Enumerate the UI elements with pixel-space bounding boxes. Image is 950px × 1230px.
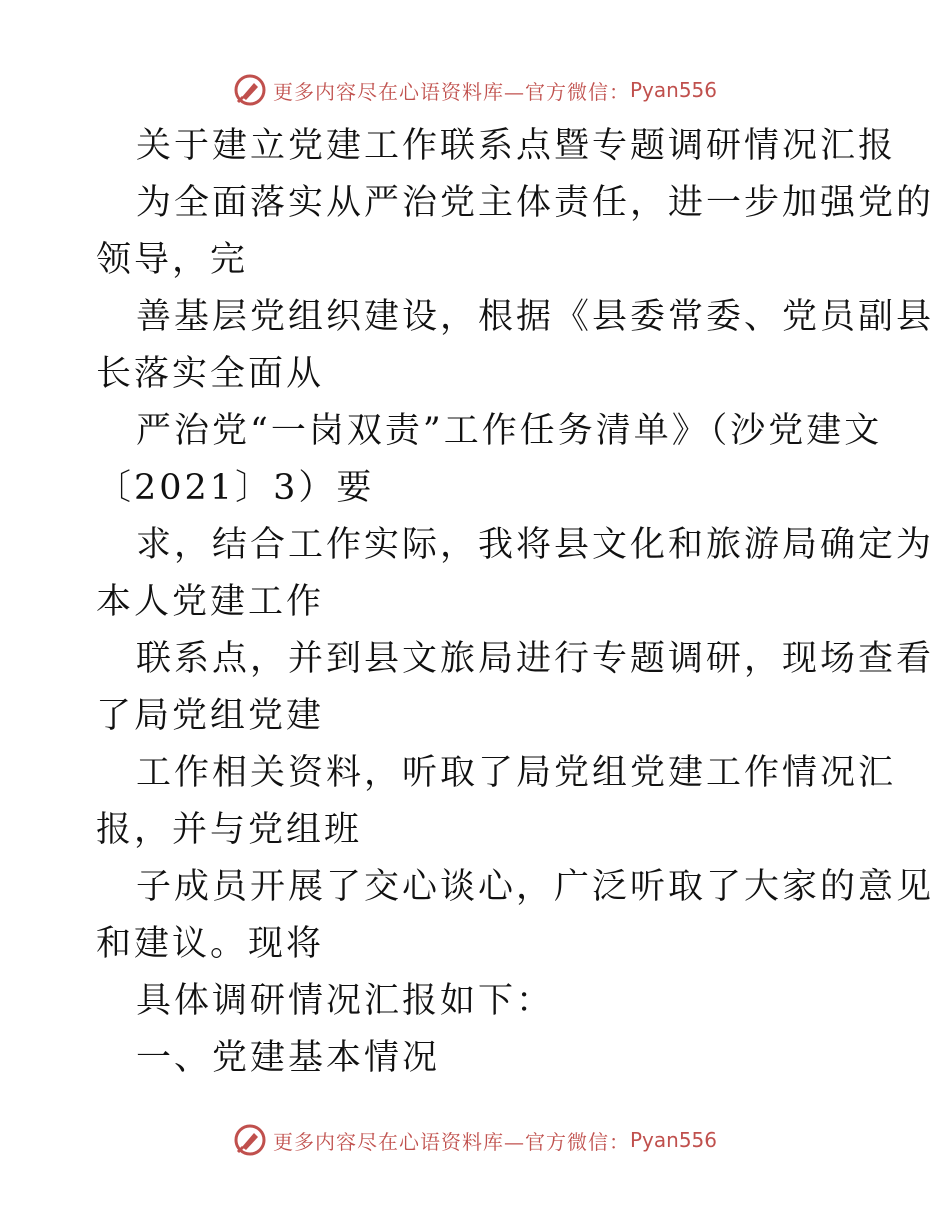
- section-heading: 一、党建基本情况: [136, 1038, 441, 1078]
- paragraph-line: 〔2021〕3）要: [96, 468, 375, 508]
- paragraph-line: 善基层党组织建设，根据《县委常委、党员副县: [136, 297, 935, 337]
- watermark-wechat-id: Pyan556: [629, 1128, 717, 1152]
- document-body: [96, 118, 935, 1087]
- document-title: 关于建立党建工作联系点暨专题调研情况汇报: [136, 126, 897, 166]
- paragraph-line: 了局党组党建: [96, 696, 325, 736]
- paragraph-line: 工作相关资料，听取了局党组党建工作情况汇: [136, 753, 897, 793]
- paragraph-line: 联系点，并到县文旅局进行专题调研，现场查看: [136, 639, 935, 679]
- header-watermark: [0, 72, 950, 108]
- paragraph-line: 和建议。现将: [96, 924, 325, 964]
- footer-watermark: [0, 1122, 950, 1158]
- paragraph-line: 为全面落实从严治党主体责任，进一步加强党的: [136, 183, 935, 223]
- paragraph-line: 求，结合工作实际，我将县文化和旅游局确定为: [136, 525, 935, 565]
- pen-nib-icon: [233, 73, 267, 107]
- paragraph-line: 本人党建工作: [96, 582, 325, 622]
- paragraph-line: 子成员开展了交心谈心，广泛听取了大家的意见: [136, 867, 935, 907]
- watermark-wechat-id: Pyan556: [629, 78, 717, 102]
- watermark-text: 更多内容尽在心语资料库—官方微信：: [272, 1129, 630, 1154]
- paragraph-line: 领导，完: [96, 240, 249, 280]
- paragraph-line: 严治党“一岗双责”工作任务清单》（沙党建文: [136, 411, 883, 451]
- paragraph-line: 长落实全面从: [96, 354, 325, 394]
- pen-nib-icon: [233, 1123, 267, 1157]
- watermark-text: 更多内容尽在心语资料库—官方微信：: [272, 79, 630, 104]
- paragraph-line: 具体调研情况汇报如下：: [136, 981, 555, 1021]
- paragraph-line: 报，并与党组班: [96, 810, 363, 850]
